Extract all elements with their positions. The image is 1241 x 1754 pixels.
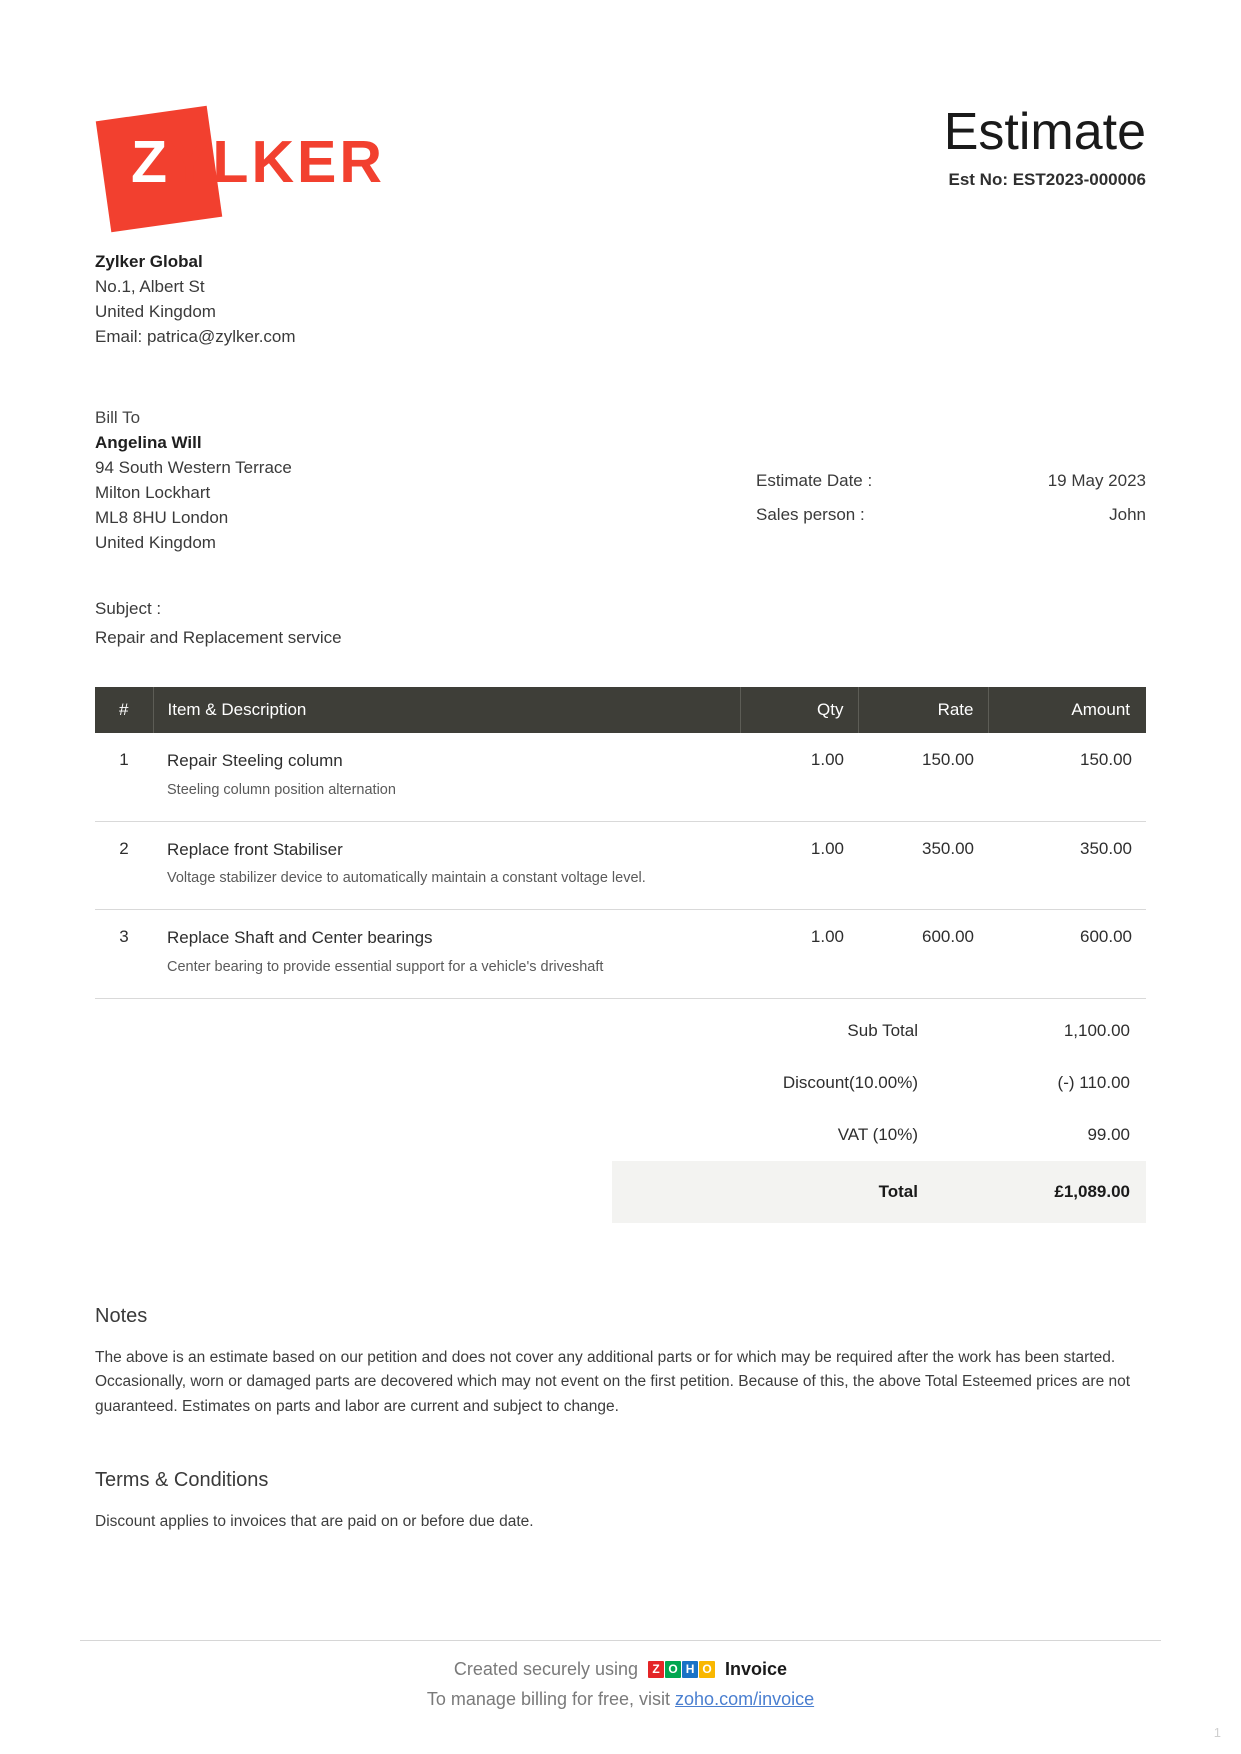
row-index: 3 xyxy=(95,910,153,999)
footer-manage-line xyxy=(80,1689,1161,1710)
footer-product-name: Invoice xyxy=(725,1659,788,1679)
subject-block xyxy=(95,594,1146,654)
table-row xyxy=(95,910,1146,999)
zoho-letter-o2: O xyxy=(699,1661,715,1678)
row-qty: 1.00 xyxy=(740,910,858,999)
customer-address-line-1: 94 South Western Terrace xyxy=(95,457,292,477)
row-rate: 600.00 xyxy=(858,910,988,999)
subtotal-row xyxy=(612,1005,1146,1057)
footer-created-line xyxy=(80,1659,1161,1680)
document-title-block xyxy=(944,95,1146,190)
column-header-amount: Amount xyxy=(988,687,1146,733)
customer-name: Angelina Will xyxy=(95,432,202,452)
vat-label: VAT (10%) xyxy=(837,1124,918,1144)
zoho-invoice-link[interactable]: zoho.com/invoice xyxy=(675,1689,815,1709)
row-item xyxy=(153,821,740,910)
sales-person-label: Sales person : xyxy=(756,504,865,524)
customer-address-line-4: United Kingdom xyxy=(95,532,216,552)
row-item xyxy=(153,733,740,821)
subtotal-value: 1,100.00 xyxy=(1063,1020,1130,1040)
sender-address-block xyxy=(95,249,1146,350)
notes-section xyxy=(95,1305,1146,1419)
logo-letters-rest: YLKER xyxy=(170,129,386,195)
line-items-body xyxy=(95,733,1146,998)
row-item-description: Steeling column position alternation xyxy=(167,781,396,798)
sales-person-value: John xyxy=(1109,504,1146,524)
notes-heading: Notes xyxy=(95,1304,148,1327)
line-items-table xyxy=(95,687,1146,999)
subject-value: Repair and Replacement service xyxy=(95,628,342,648)
line-items-header xyxy=(95,687,1146,733)
row-item xyxy=(153,910,740,999)
row-amount: 350.00 xyxy=(988,821,1146,910)
grand-total-row xyxy=(612,1161,1146,1223)
row-amount: 600.00 xyxy=(988,910,1146,999)
column-header-qty: Qty xyxy=(740,687,858,733)
estimate-date-value: 19 May 2023 xyxy=(1047,470,1146,490)
estimate-date-label: Estimate Date : xyxy=(756,470,873,490)
zoho-letter-z: Z xyxy=(648,1661,664,1678)
terms-heading: Terms & Conditions xyxy=(95,1468,269,1491)
page-number: 1 xyxy=(1213,1725,1221,1740)
bill-to-block xyxy=(95,406,292,556)
bill-to-label: Bill To xyxy=(95,407,141,427)
document-header xyxy=(95,0,1146,215)
customer-address-line-3: ML8 8HU London xyxy=(95,507,229,527)
row-item-description: Voltage stabilizer device to automatically maintain a constant voltage level. xyxy=(167,870,646,887)
table-header-row xyxy=(95,687,1146,733)
discount-label: Discount(10.00%) xyxy=(782,1072,918,1092)
discount-row xyxy=(612,1057,1146,1109)
document-footer xyxy=(80,1640,1161,1710)
vat-row xyxy=(612,1109,1146,1161)
estimate-number: Est No: EST2023-000006 xyxy=(948,169,1146,189)
discount-value: (-) 110.00 xyxy=(1057,1072,1130,1092)
row-qty: 1.00 xyxy=(740,821,858,910)
row-amount: 150.00 xyxy=(988,733,1146,821)
vat-value: 99.00 xyxy=(1087,1124,1130,1144)
row-item-name: Repair Steeling column xyxy=(167,751,343,771)
zoho-letter-o1: O xyxy=(665,1661,681,1678)
row-index: 2 xyxy=(95,821,153,910)
row-item-description: Center bearing to provide essential support for a vehicle's driveshaft xyxy=(167,958,604,975)
table-row xyxy=(95,821,1146,910)
footer-created-text: Created securely using xyxy=(453,1659,639,1679)
column-header-description: Item & Description xyxy=(153,687,740,733)
page-title: Estimate xyxy=(943,103,1146,161)
sales-person-row xyxy=(756,498,1146,532)
row-qty: 1.00 xyxy=(740,733,858,821)
company-logo xyxy=(95,95,475,215)
terms-body: Discount applies to invoices that are paid on or before due date. xyxy=(95,1512,534,1530)
row-rate: 350.00 xyxy=(858,821,988,910)
totals-block xyxy=(612,1005,1146,1223)
sender-email: Email: patrica@zylker.com xyxy=(95,327,296,347)
logo-wordmark xyxy=(131,129,386,195)
row-rate: 150.00 xyxy=(858,733,988,821)
row-item-name: Replace Shaft and Center bearings xyxy=(167,928,433,948)
zoho-logo-icon xyxy=(648,1661,715,1678)
estimate-meta-block xyxy=(756,464,1146,556)
estimate-date-row xyxy=(756,464,1146,498)
terms-section xyxy=(95,1469,1146,1534)
sender-address-line-1: No.1, Albert St xyxy=(95,277,205,297)
logo-letter-z: Z xyxy=(131,129,171,195)
column-header-rate: Rate xyxy=(858,687,988,733)
notes-body: The above is an estimate based on our petition and does not cover any additional parts or for which may be required after the work has been started. Occasionally, worn or damaged parts are decovered which may not event on the first petition. Because of this, the above Total Esteemed prices are not guaranteed. Estimates on parts and labor are current and subject to change. xyxy=(95,1348,1131,1415)
subtotal-label: Sub Total xyxy=(847,1020,918,1040)
zoho-letter-h: H xyxy=(682,1661,698,1678)
customer-address-line-2: Milton Lockhart xyxy=(95,482,211,502)
column-header-index: # xyxy=(95,687,153,733)
billing-and-meta-section xyxy=(95,406,1146,556)
row-index: 1 xyxy=(95,733,153,821)
sender-address-line-2: United Kingdom xyxy=(95,302,216,322)
table-row xyxy=(95,733,1146,821)
row-item-name: Replace front Stabiliser xyxy=(167,839,343,859)
grand-total-label: Total xyxy=(878,1181,918,1201)
footer-manage-text: To manage billing for free, visit xyxy=(426,1689,671,1709)
grand-total-value: £1,089.00 xyxy=(1054,1181,1130,1201)
sender-company-name: Zylker Global xyxy=(95,252,203,271)
subject-label: Subject : xyxy=(95,598,162,618)
